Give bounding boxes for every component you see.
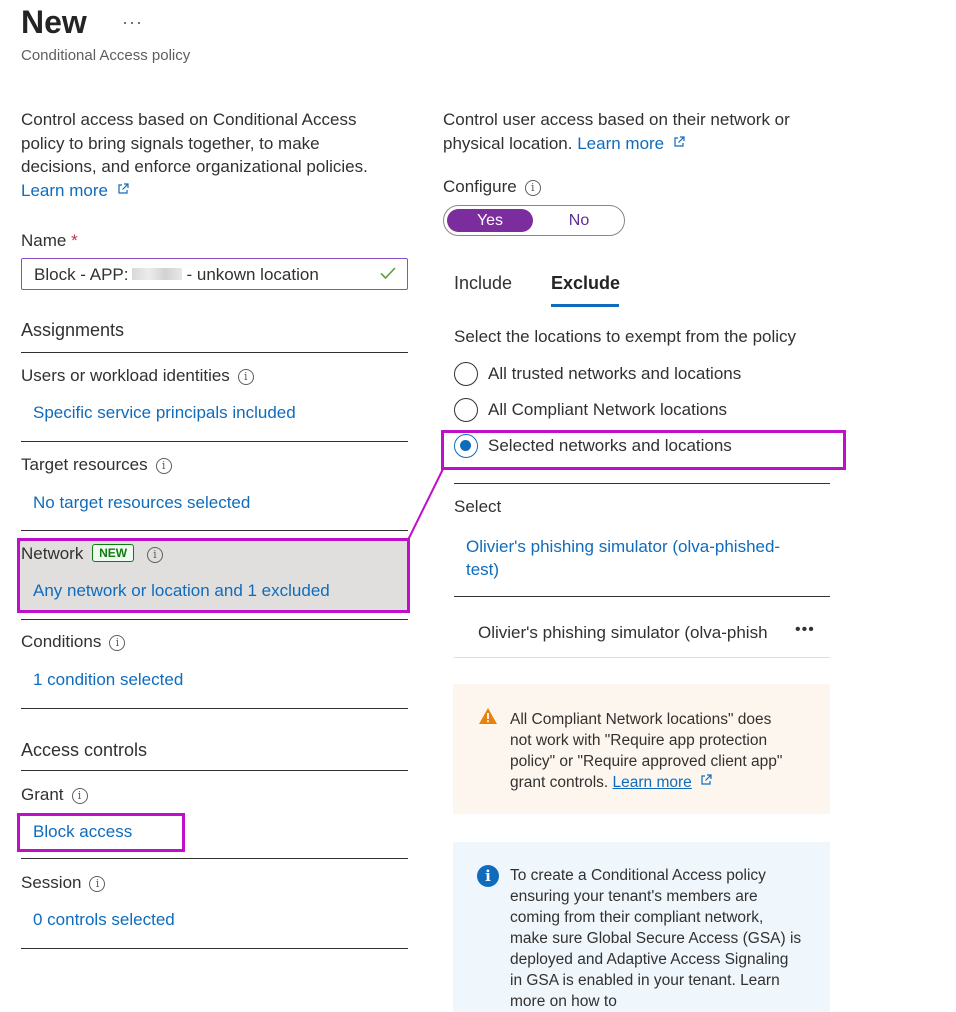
- conditions-label: [21, 632, 125, 652]
- learn-more-link[interactable]: Learn more: [21, 180, 108, 200]
- info-icon[interactable]: i: [72, 788, 88, 804]
- name-label: [21, 231, 78, 251]
- divider: [21, 858, 408, 859]
- name-label-text: Name: [21, 231, 67, 250]
- divider: [21, 619, 408, 620]
- radio-button[interactable]: [454, 362, 478, 386]
- divider: [21, 352, 408, 353]
- divider: [21, 770, 408, 771]
- radio-all-trusted[interactable]: [454, 362, 741, 386]
- divider: [454, 596, 830, 597]
- radio-button-checked[interactable]: [454, 434, 478, 458]
- info-icon[interactable]: i: [89, 876, 105, 892]
- name-value-prefix: Block - APP:: [34, 264, 129, 284]
- more-options-button[interactable]: ···: [122, 12, 143, 32]
- required-mark: *: [71, 231, 78, 250]
- grant-label-text: Grant: [21, 785, 64, 804]
- divider: [21, 530, 408, 531]
- active-tab-indicator: [551, 304, 619, 307]
- info-line: in GSA is enabled in your tenant. Learn: [510, 972, 780, 989]
- info-line: coming from their compliant network,: [510, 909, 764, 926]
- access-controls-heading: Access controls: [21, 740, 148, 760]
- info-icon[interactable]: i: [147, 547, 163, 563]
- desc-line: physical location.: [443, 133, 573, 153]
- warning-line: not work with "Require app protection: [510, 732, 768, 749]
- select-label: Select: [454, 497, 502, 516]
- divider: [454, 657, 830, 658]
- users-label: [21, 366, 254, 386]
- new-badge: NEW: [92, 544, 134, 562]
- info-icon[interactable]: i: [156, 458, 172, 474]
- external-link-icon: [673, 136, 685, 148]
- warning-learn-more-link[interactable]: Learn more: [612, 774, 692, 791]
- page-title: New: [21, 4, 87, 40]
- info-line: more on how to: [510, 993, 617, 1010]
- divider: [21, 948, 408, 949]
- users-value-link[interactable]: Specific service principals included: [33, 403, 296, 422]
- toggle-no-option[interactable]: No: [568, 212, 590, 229]
- radio-button[interactable]: [454, 398, 478, 422]
- desc-line: policy to bring signals together, to make: [21, 133, 320, 153]
- radio-label: All Compliant Network locations: [488, 400, 728, 419]
- radio-selected-networks[interactable]: [454, 434, 732, 458]
- policy-name-input[interactable]: [21, 258, 408, 290]
- warning-text: [510, 709, 820, 793]
- session-label-text: Session: [21, 873, 82, 892]
- check-icon: [379, 264, 397, 282]
- item-more-button[interactable]: •••: [795, 621, 815, 638]
- toggle-yes-option[interactable]: Yes: [447, 209, 533, 232]
- assignments-heading: Assignments: [21, 320, 125, 340]
- network-label: [21, 544, 163, 564]
- learn-more-link[interactable]: Learn more: [577, 133, 665, 153]
- divider: [454, 483, 830, 484]
- info-filled-icon: i: [477, 865, 499, 887]
- radio-all-compliant[interactable]: [454, 398, 727, 422]
- divider: [21, 708, 408, 709]
- info-icon[interactable]: i: [238, 369, 254, 385]
- info-line: ensuring your tenant's members are: [510, 888, 758, 905]
- grant-value-link[interactable]: Block access: [33, 822, 133, 841]
- radio-label: Selected networks and locations: [488, 436, 732, 455]
- external-link-icon: [700, 774, 712, 786]
- selected-location-item: Olivier's phishing simulator (olva-phish: [478, 623, 768, 642]
- warning-icon: [478, 707, 498, 725]
- tab-exclude[interactable]: Exclude: [551, 273, 621, 293]
- warning-line: policy" or "Require approved client app": [510, 753, 783, 770]
- network-description: [443, 108, 843, 155]
- configure-toggle[interactable]: [443, 205, 625, 236]
- info-line: deployed and Adaptive Access Signaling: [510, 951, 789, 968]
- info-line: make sure Global Secure Access (GSA) is: [510, 930, 802, 947]
- info-text: [510, 865, 820, 1012]
- session-value-link[interactable]: 0 controls selected: [33, 910, 175, 929]
- conditions-label-text: Conditions: [21, 632, 102, 651]
- select-locations-link[interactable]: [466, 535, 780, 581]
- configure-label: [443, 177, 541, 197]
- network-value-link[interactable]: Any network or location and 1 excluded: [33, 581, 330, 600]
- target-label-text: Target resources: [21, 455, 148, 474]
- grant-label: [21, 785, 88, 805]
- select-link-line: Olivier's phishing simulator (olva-phished-: [466, 537, 781, 556]
- exempt-heading: Select the locations to exempt from the policy: [454, 327, 797, 346]
- configure-label-text: Configure: [443, 177, 517, 196]
- desc-line: Control access based on Conditional Access: [21, 110, 357, 129]
- target-resources-link[interactable]: No target resources selected: [33, 493, 251, 512]
- info-icon[interactable]: i: [109, 635, 125, 651]
- target-resources-label: [21, 455, 172, 475]
- info-line: To create a Conditional Access policy: [510, 867, 766, 884]
- select-link-line: test): [466, 560, 500, 579]
- redacted-text: [132, 268, 182, 280]
- network-label-text: Network: [21, 544, 84, 563]
- warning-line: grant controls.: [510, 774, 609, 791]
- tab-include[interactable]: Include: [454, 273, 513, 293]
- divider: [21, 441, 408, 442]
- info-icon[interactable]: i: [525, 180, 541, 196]
- external-link-icon: [117, 183, 129, 195]
- desc-line: Control user access based on their network or: [443, 110, 790, 129]
- session-label: [21, 873, 105, 893]
- name-value-suffix: - unkown location: [186, 264, 319, 284]
- page-subtitle: Conditional Access policy: [21, 47, 191, 64]
- desc-line: decisions, and enforce organizational policies.: [21, 157, 368, 176]
- warning-line: All Compliant Network locations" does: [510, 711, 772, 728]
- conditions-value-link[interactable]: 1 condition selected: [33, 670, 184, 689]
- users-label-text: Users or workload identities: [21, 366, 230, 385]
- policy-description: [21, 108, 421, 202]
- radio-label: All trusted networks and locations: [488, 364, 742, 383]
